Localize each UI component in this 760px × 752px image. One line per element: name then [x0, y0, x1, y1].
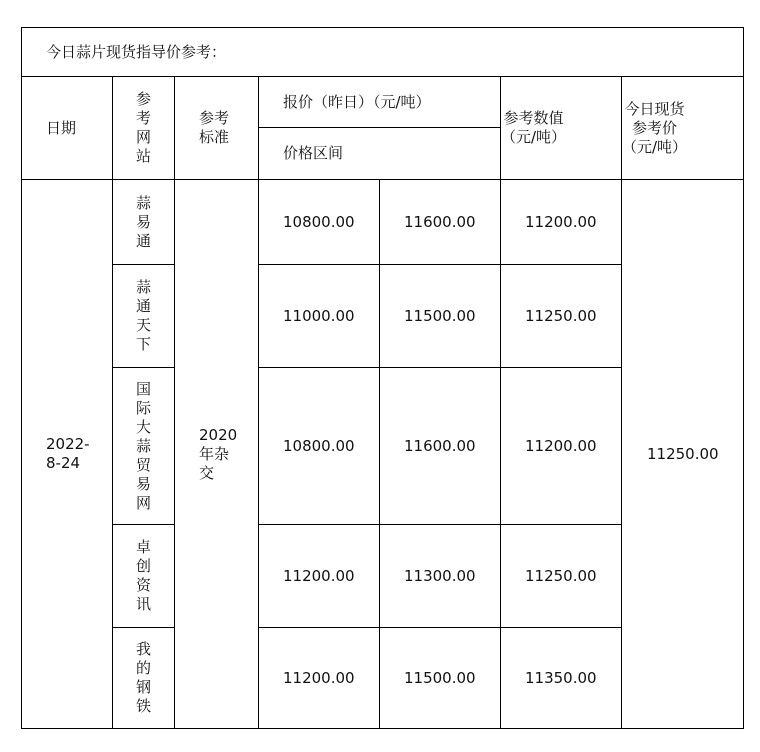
header-today-price [622, 77, 744, 180]
price-low: 10800.00 [259, 180, 380, 265]
price-low: 10800.00 [259, 368, 380, 525]
standard-cell [175, 180, 259, 729]
header-today-line3: （元/吨） [622, 137, 688, 156]
date-value: 2022-8-24 [46, 435, 90, 472]
price-high: 11500.00 [380, 265, 501, 368]
ref-value: 11250.00 [501, 525, 622, 628]
header-ref-value [501, 77, 622, 180]
ref-value: 11200.00 [501, 368, 622, 525]
price-low: 11200.00 [259, 525, 380, 628]
header-standard-label: 参考标准 [199, 109, 230, 146]
standard-value: 2020年杂交 [199, 425, 238, 482]
price-high: 11600.00 [380, 368, 501, 525]
ref-value: 11250.00 [501, 265, 622, 368]
site-name: 蒜易通 [135, 193, 151, 250]
site-cell [113, 525, 175, 628]
header-date: 日期 [22, 77, 113, 180]
price-low: 11200.00 [259, 628, 380, 729]
header-ref-value-line2: （元/吨） [501, 128, 567, 146]
site-cell [113, 628, 175, 729]
header-site [113, 77, 175, 180]
site-name: 我的钢铁 [135, 640, 151, 715]
header-today-line1: 今日现货 [624, 99, 685, 118]
price-high: 11300.00 [380, 525, 501, 628]
header-standard [175, 77, 259, 180]
ref-value: 11200.00 [501, 180, 622, 265]
date-cell [22, 180, 113, 729]
header-ref-value-line1: 参考数值 [503, 109, 564, 127]
site-name: 卓创资讯 [135, 538, 151, 613]
site-cell [113, 368, 175, 525]
today-price-value: 11250.00 [622, 180, 744, 729]
price-high: 11600.00 [380, 180, 501, 265]
header-today-line2: 参考价 [632, 118, 678, 137]
header-site-label: 参考网站 [135, 90, 151, 165]
site-cell [113, 180, 175, 265]
site-name: 蒜通天下 [135, 278, 151, 353]
header-range: 价格区间 [259, 128, 501, 180]
price-high: 11500.00 [380, 628, 501, 729]
price-low: 11000.00 [259, 265, 380, 368]
price-table [21, 27, 744, 729]
table-title: 今日蒜片现货指导价参考： [22, 28, 744, 77]
header-quote: 报价（昨日）（元/吨） [259, 77, 501, 128]
site-cell [113, 265, 175, 368]
site-name: 国际大蒜贸易网 [135, 379, 151, 512]
ref-value: 11350.00 [501, 628, 622, 729]
